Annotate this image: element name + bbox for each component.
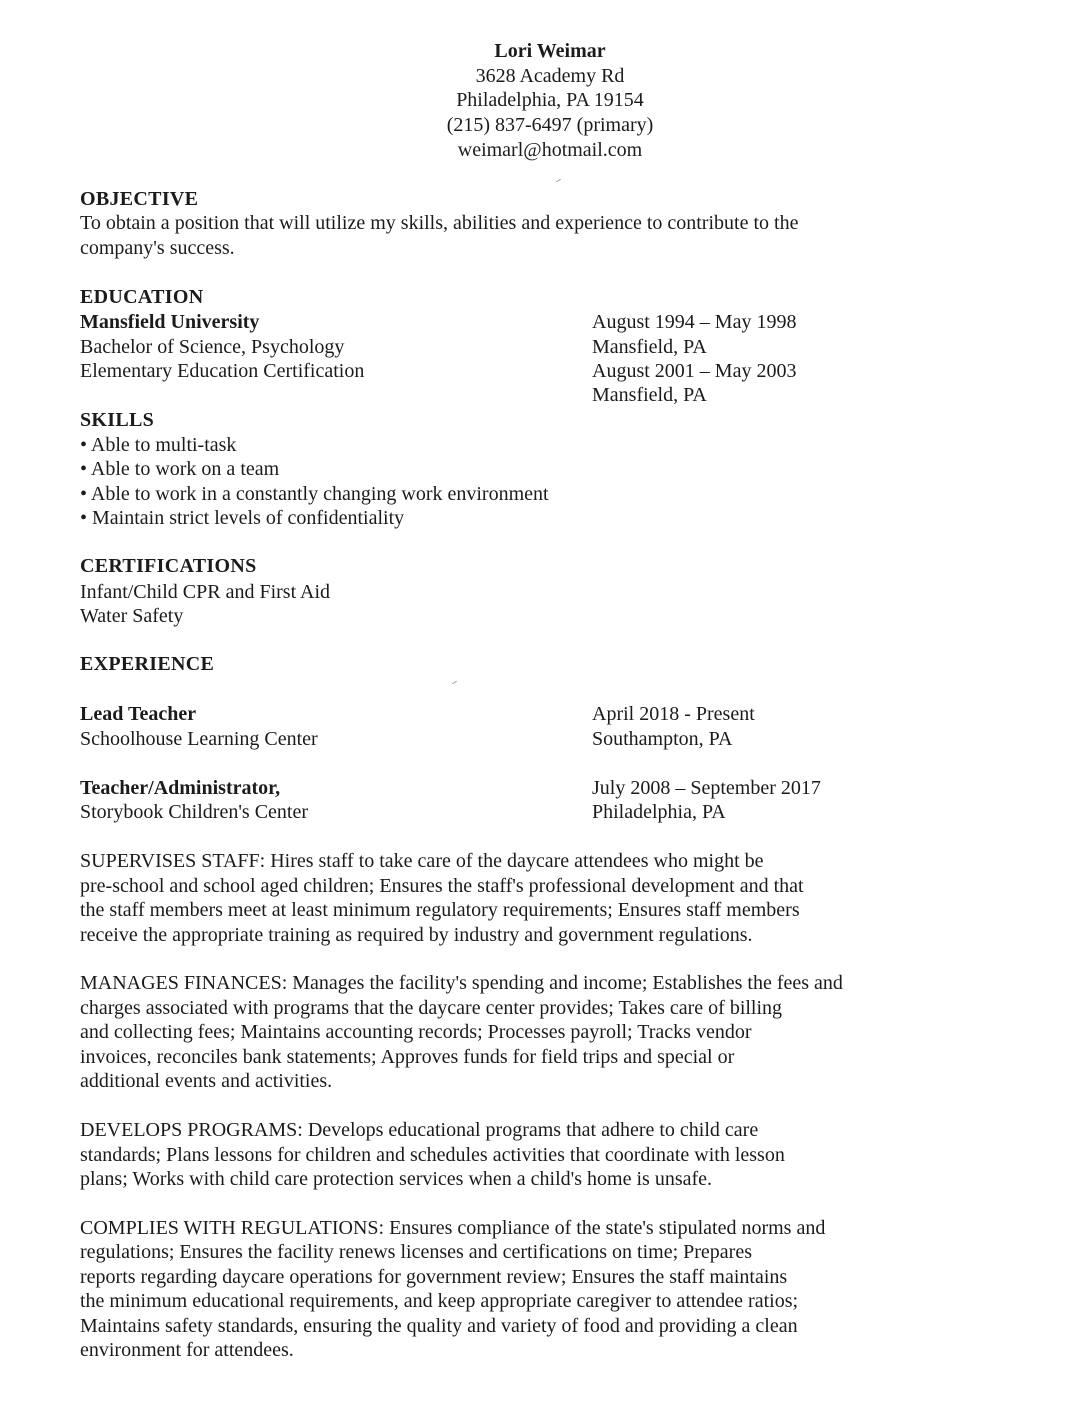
duty-line: the minimum educational requirements, and keep appropriate caregiver to attendee ratios; [80,1290,799,1312]
duty-line: pre-school and school aged children; Ensures the staff's professional development and that [80,875,804,897]
education-school: Mansfield University [80,311,260,333]
scan-speck [452,681,457,684]
duty-line: MANAGES FINANCES: Manages the facility's spending and income; Establishes the fees and [80,972,843,994]
skills-heading: SKILLS [80,409,155,431]
candidate-name: Lori Weimar [494,40,606,62]
phone: (215) 837-6497 (primary) [446,114,654,136]
education-dates-2: August 2001 – May 2003 [592,360,797,382]
duty-line: receive the appropriate training as required by industry and government regulations. [80,924,753,946]
objective-line-2: company's success. [80,237,235,259]
duty-line: plans; Works with child care protection services when a child's home is unsafe. [80,1168,713,1190]
job-title: Lead Teacher [80,703,197,725]
job-title: Teacher/Administrator, [80,777,281,799]
objective-line-1: To obtain a position that will utilize my skills, abilities and experience to contribute to the [80,212,799,234]
certification-item: Water Safety [80,605,184,627]
skill-item: • Able to work on a team [80,458,280,480]
duty-line: invoices, reconciles bank statements; Approves funds for field trips and special or [80,1046,735,1068]
skill-item: • Able to work in a constantly changing work environment [80,483,549,505]
duty-line: Maintains safety standards, ensuring the quality and variety of food and providing a clean [80,1315,798,1337]
scan-speck [556,179,561,182]
job-dates: July 2008 – September 2017 [592,777,821,799]
certifications-heading: CERTIFICATIONS [80,555,257,577]
education-heading: EDUCATION [80,286,204,308]
education-dates-1: August 1994 – May 1998 [592,311,797,333]
address-street: 3628 Academy Rd [475,65,625,87]
experience-heading: EXPERIENCE [80,653,215,675]
duty-line: COMPLIES WITH REGULATIONS: Ensures compliance of the state's stipulated norms and [80,1217,826,1239]
education-degree: Bachelor of Science, Psychology [80,336,345,358]
job-employer: Schoolhouse Learning Center [80,728,318,750]
duty-line: reports regarding daycare operations for government review; Ensures the staff maintains [80,1266,788,1288]
duty-line: regulations; Ensures the facility renews licenses and certifications on time; Prepares [80,1241,753,1263]
job-location: Southampton, PA [592,728,733,750]
duty-line: additional events and activities. [80,1070,333,1092]
job-dates: April 2018 - Present [592,703,755,725]
duty-line: and collecting fees; Maintains accounting records; Processes payroll; Tracks vendor [80,1021,752,1043]
education-location-1: Mansfield, PA [592,336,707,358]
duty-line: environment for attendees. [80,1339,294,1361]
skill-item: • Maintain strict levels of confidentiality [80,507,405,529]
certification-item: Infant/Child CPR and First Aid [80,581,331,603]
duty-line: the staff members meet at least minimum regulatory requirements; Ensures staff members [80,899,800,921]
email: weimarl@hotmail.com [457,139,643,161]
duty-line: SUPERVISES STAFF: Hires staff to take care of the daycare attendees who might be [80,850,764,872]
address-city: Philadelphia, PA 19154 [456,89,644,111]
job-location: Philadelphia, PA [592,801,726,823]
job-employer: Storybook Children's Center [80,801,309,823]
duty-line: charges associated with programs that the daycare center provides; Takes care of billing [80,997,783,1019]
skill-item: • Able to multi-task [80,434,237,456]
objective-heading: OBJECTIVE [80,188,199,210]
education-location-2: Mansfield, PA [592,384,707,406]
duty-line: standards; Plans lessons for children and schedules activities that coordinate with lesson [80,1144,785,1166]
duty-line: DEVELOPS PROGRAMS: Develops educational programs that adhere to child care [80,1119,759,1141]
education-certification: Elementary Education Certification [80,360,365,382]
